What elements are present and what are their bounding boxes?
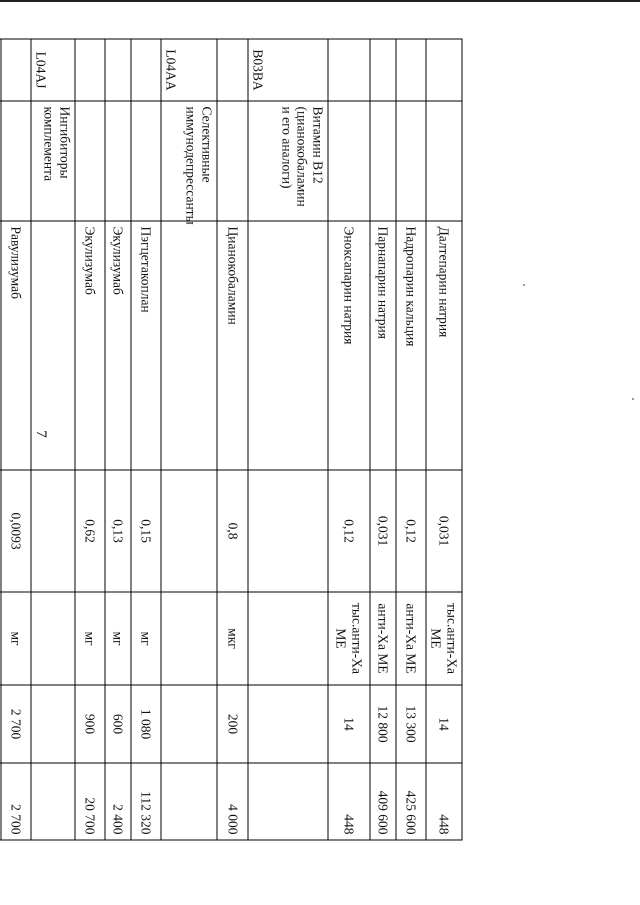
unit-cell: [160, 592, 216, 685]
drug-dosage-table: [0, 38, 462, 840]
atc-group-cell: [369, 101, 395, 221]
atc-code-cell: L04AA: [160, 39, 216, 101]
coefficient-cell: 0,13: [104, 470, 130, 592]
unit-cell: мг: [0, 592, 30, 685]
atc-code-cell: [369, 39, 395, 101]
table-row: [160, 39, 216, 840]
atc-group-cell: Селективные иммунодепрессанты: [160, 101, 216, 221]
table-row: [30, 39, 74, 840]
unit-cell: мкг: [216, 592, 247, 685]
dose-cell: 900: [74, 685, 104, 763]
total-dose-cell: 425 600: [395, 763, 425, 840]
scan-speck: [632, 398, 634, 400]
top-border-line: [0, 0, 640, 2]
unit-cell: мг: [130, 592, 160, 685]
table-row: [130, 39, 160, 840]
unit-cell: анти-Ха МЕ: [395, 592, 425, 685]
total-dose-cell: 448: [425, 763, 461, 840]
table-row: [369, 39, 395, 840]
unit-cell: мг: [104, 592, 130, 685]
atc-code-cell: [130, 39, 160, 101]
coefficient-cell: [160, 470, 216, 592]
drug-name-cell: Далтепарин натрия: [425, 221, 461, 470]
coefficient-cell: 0,0093: [0, 470, 30, 592]
unit-cell: тыс.анти-Ха МЕ: [425, 592, 461, 685]
atc-group-cell: [327, 101, 369, 221]
atc-group-cell: [216, 101, 247, 221]
coefficient-cell: 0,8: [216, 470, 247, 592]
dose-cell: 14: [425, 685, 461, 763]
coefficient-cell: [247, 470, 327, 592]
dose-cell: 12 800: [369, 685, 395, 763]
drug-name-cell: Парнапарин натрия: [369, 221, 395, 470]
atc-group-cell: Ингибиторы комплемента: [30, 101, 74, 221]
unit-cell: [247, 592, 327, 685]
page-number: 7: [33, 430, 49, 438]
atc-code-cell: [216, 39, 247, 101]
atc-code-cell: [74, 39, 104, 101]
total-dose-cell: 4 000: [216, 763, 247, 840]
table-row: [216, 39, 247, 840]
coefficient-cell: 0,12: [327, 470, 369, 592]
dose-cell: 2 700: [0, 685, 30, 763]
drug-name-cell: Надропарин кальция: [395, 221, 425, 470]
table-row: [74, 39, 104, 840]
dose-cell: 600: [104, 685, 130, 763]
dose-cell: [30, 685, 74, 763]
atc-group-cell: [425, 101, 461, 221]
coefficient-cell: 0,62: [74, 470, 104, 592]
dose-cell: 14: [327, 685, 369, 763]
atc-group-cell: [395, 101, 425, 221]
atc-code-cell: L04AJ: [30, 39, 74, 101]
atc-code-cell: [425, 39, 461, 101]
dose-cell: 1 080: [130, 685, 160, 763]
scan-speck: [523, 284, 525, 286]
drug-name-cell: [247, 221, 327, 470]
dose-cell: [247, 685, 327, 763]
total-dose-cell: 112 320: [130, 763, 160, 840]
drug-name-cell: Пэгцетакоплан: [130, 221, 160, 470]
table-row: [247, 39, 327, 840]
coefficient-cell: [30, 470, 74, 592]
drug-name-cell: Цианокобаламин: [216, 221, 247, 470]
atc-code-cell: [104, 39, 130, 101]
atc-code-cell: [327, 39, 369, 101]
drug-name-cell: Равулизумаб: [0, 221, 30, 470]
drug-name-cell: Экулизумаб: [104, 221, 130, 470]
atc-group-cell: [130, 101, 160, 221]
dose-cell: 200: [216, 685, 247, 763]
unit-cell: анти-Ха МЕ: [369, 592, 395, 685]
table-row: [425, 39, 461, 840]
table-row: [0, 39, 30, 840]
total-dose-cell: 2 400: [104, 763, 130, 840]
atc-group-cell: [74, 101, 104, 221]
total-dose-cell: 20 700: [74, 763, 104, 840]
drug-name-cell: [160, 221, 216, 470]
coefficient-cell: 0,12: [395, 470, 425, 592]
total-dose-cell: 448: [327, 763, 369, 840]
unit-cell: [30, 592, 74, 685]
total-dose-cell: 409 600: [369, 763, 395, 840]
atc-code-cell: [395, 39, 425, 101]
drug-name-cell: Экулизумаб: [74, 221, 104, 470]
drug-name-cell: Эноксапарин натрия: [327, 221, 369, 470]
drug-table-container: [8, 38, 462, 839]
table-row: [327, 39, 369, 840]
total-dose-cell: [160, 763, 216, 840]
atc-group-cell: [104, 101, 130, 221]
table-row: [395, 39, 425, 840]
coefficient-cell: 0,031: [369, 470, 395, 592]
atc-code-cell: [0, 39, 30, 101]
coefficient-cell: 0,031: [425, 470, 461, 592]
dose-cell: 13 300: [395, 685, 425, 763]
dose-cell: [160, 685, 216, 763]
total-dose-cell: 2 700: [0, 763, 30, 840]
total-dose-cell: [247, 763, 327, 840]
table-row: [104, 39, 130, 840]
unit-cell: мг: [74, 592, 104, 685]
atc-group-cell: [0, 101, 30, 221]
drug-name-cell: [30, 221, 74, 470]
coefficient-cell: 0,15: [130, 470, 160, 592]
total-dose-cell: [30, 763, 74, 840]
atc-code-cell: B03BA: [247, 39, 327, 101]
unit-cell: тыс.анти-Ха МЕ: [327, 592, 369, 685]
atc-group-cell: Витамин B12 (цианокобаламин и его аналоги): [247, 101, 327, 221]
